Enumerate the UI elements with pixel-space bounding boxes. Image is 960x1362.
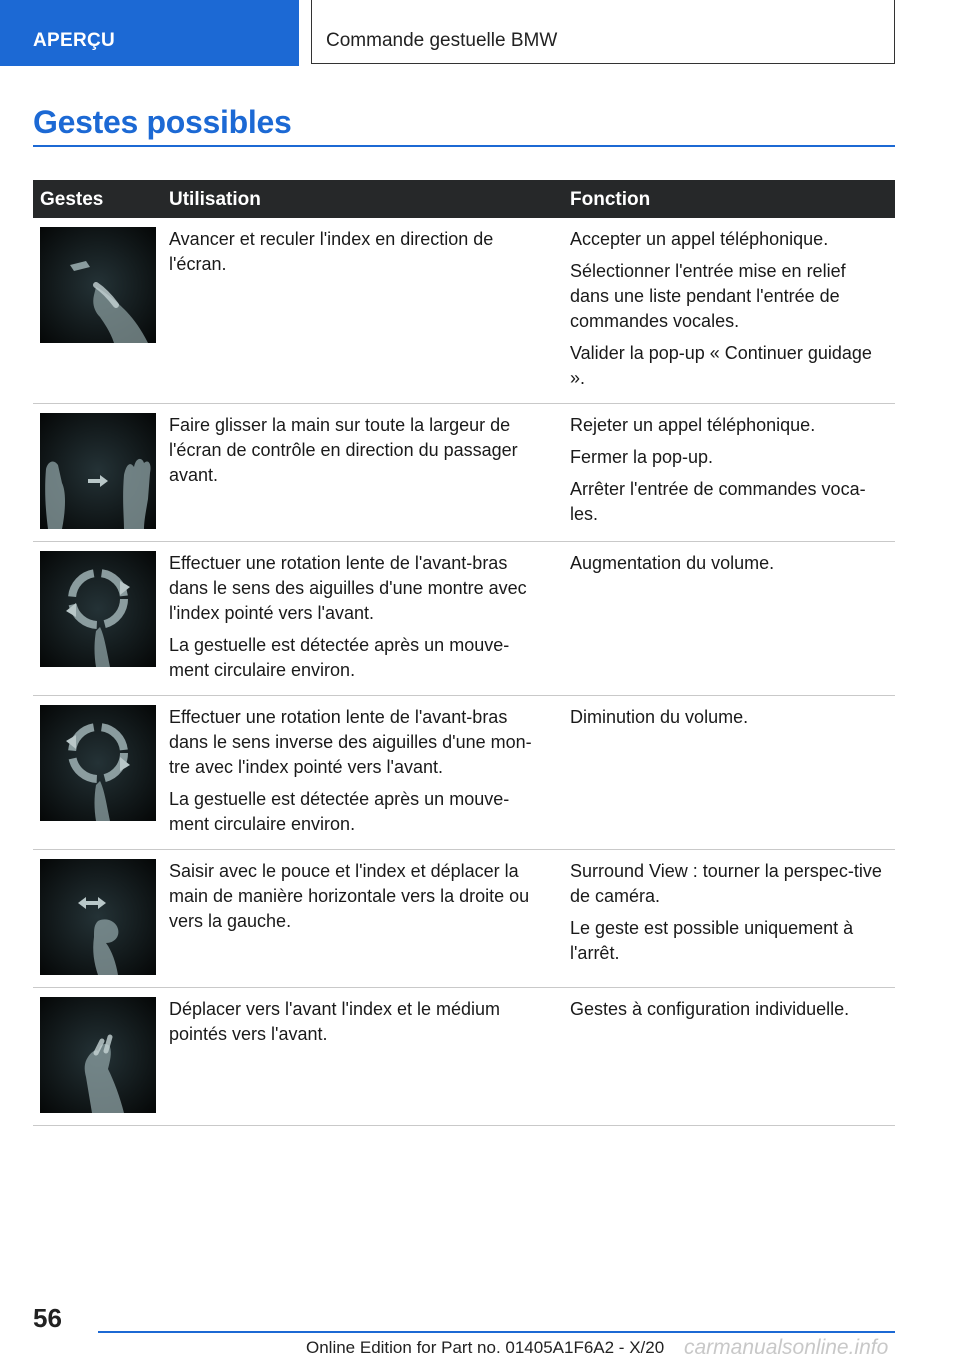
pinch-move-icon xyxy=(40,859,156,975)
function-text: Arrêter l'entrée de commandes voca-les. xyxy=(570,479,866,524)
function-cell xyxy=(557,218,895,404)
section-tab xyxy=(0,0,299,66)
edition-text: Online Edition for Part no. 01405A1F6A2 - X/20 xyxy=(306,1338,665,1357)
function-text: Surround View : tourner la perspec-tive de caméra. xyxy=(570,861,882,906)
table-header-row xyxy=(33,180,895,218)
usage-cell xyxy=(156,542,557,696)
usage-text: Avancer et reculer l'index en direction de l'écran. xyxy=(169,229,494,274)
hand-swipe-icon xyxy=(40,413,156,529)
usage-cell xyxy=(156,218,557,404)
gestures-table xyxy=(33,180,895,1126)
usage-text: Effectuer une rotation lente de l'avant-bras dans le sens inverse des aiguilles d'une mon-tre avec l'index pointé vers l'avant. xyxy=(169,707,532,777)
function-text: Gestes à configuration individuelle. xyxy=(570,999,850,1019)
chapter-label: Commande gestuelle BMW xyxy=(326,30,558,51)
section-label: APERÇU xyxy=(33,30,116,51)
function-text: Accepter un appel téléphonique. xyxy=(570,229,829,249)
function-cell xyxy=(557,404,895,542)
table-row xyxy=(33,988,895,1126)
usage-text: Faire glisser la main sur toute la largeur de l'écran de contrôle en direction du passager avant. xyxy=(169,415,518,485)
table-row xyxy=(33,850,895,988)
gesture-image-cell xyxy=(33,988,156,1126)
function-text: Fermer la pop-up. xyxy=(570,447,714,467)
usage-text: La gestuelle est détectée après un mouve-ment circulaire environ. xyxy=(169,635,510,680)
gesture-image-cell xyxy=(33,696,156,850)
rotate-counterclockwise-icon xyxy=(40,705,156,821)
two-finger-point-icon xyxy=(40,997,156,1113)
page-number: 56 xyxy=(33,1303,62,1333)
function-cell xyxy=(557,696,895,850)
usage-cell xyxy=(156,988,557,1126)
footer-rule xyxy=(98,1331,895,1333)
finger-tap-forward-icon xyxy=(40,227,156,343)
page-title: Gestes possibles xyxy=(33,104,292,140)
rotate-clockwise-icon xyxy=(40,551,156,667)
function-cell xyxy=(557,850,895,988)
usage-cell xyxy=(156,696,557,850)
usage-text: La gestuelle est détectée après un mouve-ment circulaire environ. xyxy=(169,789,510,834)
chapter-tab xyxy=(311,0,895,64)
function-cell xyxy=(557,988,895,1126)
function-text: Le geste est possible uniquement à l'arrêt. xyxy=(570,918,854,963)
table-row xyxy=(33,696,895,850)
function-text: Valider la pop-up « Continuer guidage ». xyxy=(570,343,872,388)
gesture-image-cell xyxy=(33,404,156,542)
function-text: Augmentation du volume. xyxy=(570,553,775,573)
table-row xyxy=(33,218,895,404)
watermark: carmanualsonline.info xyxy=(684,1336,889,1359)
column-header-utilisation: Utilisation xyxy=(156,180,557,218)
function-text: Diminution du volume. xyxy=(570,707,749,727)
table-row xyxy=(33,404,895,542)
function-cell xyxy=(557,542,895,696)
function-text: Rejeter un appel téléphonique. xyxy=(570,415,816,435)
usage-text: Déplacer vers l'avant l'index et le médium pointés vers l'avant. xyxy=(169,999,501,1044)
function-text: Sélectionner l'entrée mise en relief dans une liste pendant l'entrée de commandes vocales. xyxy=(570,261,846,331)
table-row xyxy=(33,542,895,696)
usage-cell xyxy=(156,850,557,988)
usage-text: Saisir avec le pouce et l'index et déplacer la main de manière horizontale vers la droite ou vers la gauche. xyxy=(169,861,530,931)
usage-cell xyxy=(156,404,557,542)
column-header-fonction: Fonction xyxy=(557,180,895,218)
usage-text: Effectuer une rotation lente de l'avant-bras dans le sens des aiguilles d'une montre avec l'index pointé vers l'avant. xyxy=(169,553,527,623)
gesture-image-cell xyxy=(33,850,156,988)
gesture-image-cell xyxy=(33,218,156,404)
gesture-image-cell xyxy=(33,542,156,696)
title-rule xyxy=(33,145,895,147)
column-header-gestes: Gestes xyxy=(33,180,156,218)
